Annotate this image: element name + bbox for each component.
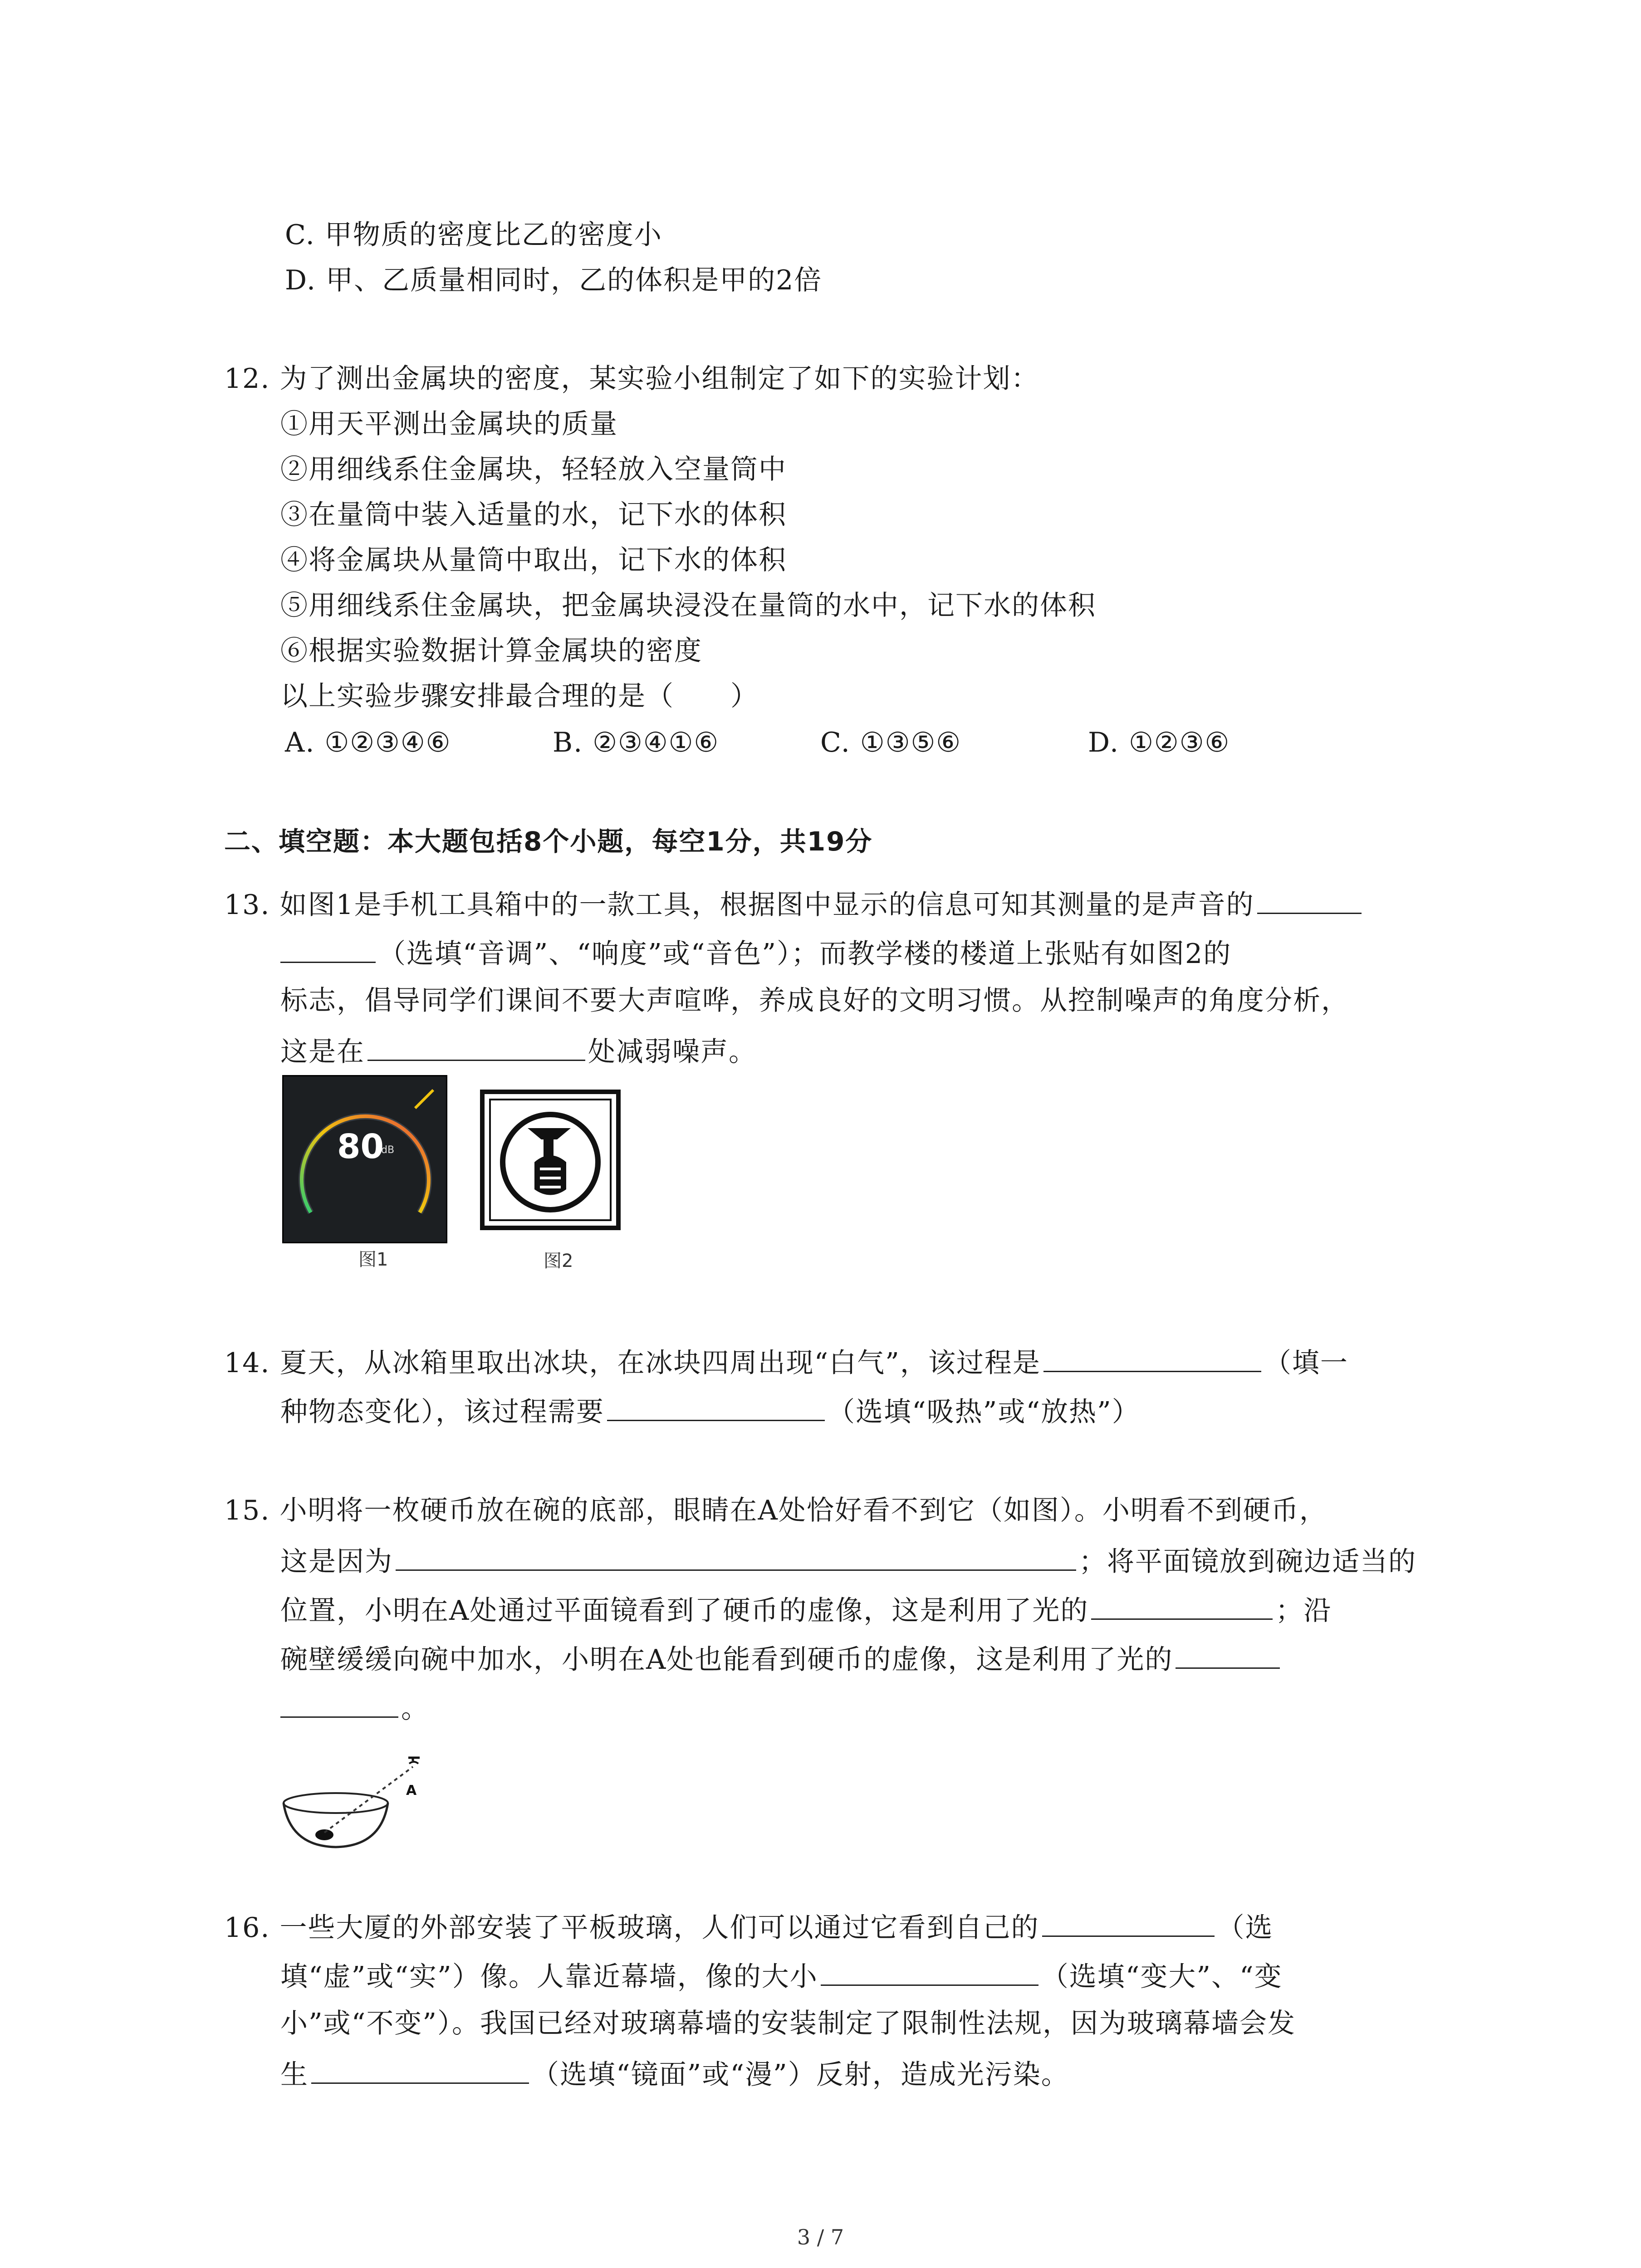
figure-1-caption: 图1 — [358, 1249, 388, 1270]
q13-line-4 — [280, 1031, 757, 1070]
bowl-coin-figure — [277, 1737, 431, 1851]
page-number: 3 / 7 — [797, 2225, 844, 2249]
q13-text-1: 13. 如图1是手机工具箱中的一款工具，根据图中显示的信息可知其测量的是声音的 — [224, 889, 1254, 921]
q15-line-1: 15. 小明将一枚硬币放在碗的底部，眼睛在A处恰好看不到它（如图）。小明看不到硬币， — [224, 1495, 1327, 1526]
q15-text-3b: ；沿 — [1275, 1595, 1332, 1627]
q15-blank-2[interactable] — [1091, 1590, 1273, 1620]
q15-blank-3a[interactable] — [1176, 1639, 1280, 1669]
q16-text-4a: 生 — [280, 2059, 309, 2091]
section-2-heading: 二、填空题：本大题包括8个小题，每空1分，共19分 — [224, 826, 873, 857]
q11-option-c: C. 甲物质的密度比乙的密度小 — [285, 219, 662, 251]
q13-text-2: （选填“音调”、“响度”或“音色”）；而教学楼的楼道上张贴有如图2的 — [378, 938, 1232, 970]
q12-step-2: ②用细线系住金属块，轻轻放入空量筒中 — [280, 454, 787, 485]
q13-line-3: 标志，倡导同学们课间不要大声喧哗，养成良好的文明习惯。从控制噪声的角度分析， — [280, 985, 1349, 1017]
q15-line-4 — [280, 1639, 1283, 1678]
q16-line-1 — [224, 1907, 1274, 1946]
sound-meter-unit: dB — [381, 1144, 395, 1156]
q12-step-1: ①用天平测出金属块的质量 — [280, 408, 618, 440]
q13-line-2 — [280, 934, 1231, 972]
sound-meter-reading: 80 — [337, 1127, 384, 1166]
q13-text-4a: 这是在 — [280, 1036, 365, 1068]
q12-stem: 12. 为了测出金属块的密度，某实验小组制定了如下的实验计划： — [224, 363, 1039, 395]
q16-text-1b: （选 — [1217, 1912, 1274, 1944]
q12-step-3: ③在量筒中装入适量的水，记下水的体积 — [280, 499, 787, 531]
q14-text-1b: （填一 — [1264, 1347, 1348, 1379]
q13-text-4b: 处减弱噪声。 — [588, 1036, 757, 1068]
q13-blank-1a[interactable] — [1257, 885, 1362, 914]
q12-option-a: A. ①②③④⑥ — [285, 727, 451, 758]
q16-blank-1[interactable] — [1042, 1907, 1215, 1937]
q15-text-4: 碗壁缓缓向碗中加水，小明在A处也能看到硬币的虚像，这是利用了光的 — [280, 1644, 1173, 1676]
q13-line-1 — [224, 885, 1364, 923]
q15-text-2a: 这是因为 — [280, 1546, 393, 1578]
q15-text-5: 。 — [401, 1693, 429, 1725]
q12-option-b: B. ②③④①⑥ — [553, 727, 720, 758]
q12-ask: 以上实验步骤安排最合理的是（ ） — [280, 680, 759, 712]
q14-text-2a: 种物态变化），该过程需要 — [280, 1396, 604, 1428]
q15-line-2 — [280, 1541, 1416, 1580]
q14-line-2 — [280, 1392, 1140, 1430]
q14-blank-1[interactable] — [1043, 1343, 1261, 1372]
q11-option-d: D. 甲、乙质量相同时，乙的体积是甲的2倍 — [285, 264, 823, 296]
q16-line-2 — [280, 1956, 1283, 1995]
q13-blank-2[interactable] — [367, 1031, 585, 1061]
q16-blank-2[interactable] — [821, 1956, 1038, 1986]
q16-text-4b: （选填“镜面”或“漫”）反射，造成光污染。 — [532, 2059, 1069, 2091]
q15-text-2b: ；将平面镜放到碗边适当的 — [1079, 1546, 1416, 1578]
q15-blank-1[interactable] — [396, 1541, 1076, 1571]
figure-2-caption: 图2 — [544, 1251, 573, 1271]
q16-text-2a: 填“虚”或“实”）像。人靠近幕墙，像的大小 — [280, 1961, 818, 1993]
q12-step-5: ⑤用细线系住金属块，把金属块浸没在量筒的水中，记下水的体积 — [280, 590, 1096, 621]
q12-option-d: D. ①②③⑥ — [1088, 727, 1230, 758]
q14-line-1 — [224, 1343, 1348, 1381]
q14-text-1a: 14. 夏天，从冰箱里取出冰块，在冰块四周出现“白气”，该过程是 — [224, 1347, 1041, 1379]
q16-text-2b: （选填“变大”、“变 — [1041, 1961, 1283, 1993]
q16-line-3: 小”或“不变”）。我国已经对玻璃幕墙的安装制定了限制性法规，因为玻璃幕墙会发 — [280, 2008, 1296, 2039]
q13-blank-1b[interactable] — [280, 934, 376, 963]
bowl-figure-label-a: A — [406, 1783, 417, 1799]
quiet-sign-icon — [485, 1094, 616, 1226]
q15-text-3a: 位置，小明在A处通过平面镜看到了硬币的虚像，这是利用了光的 — [280, 1595, 1089, 1627]
q15-blank-3b[interactable] — [280, 1688, 398, 1718]
q16-line-4 — [280, 2054, 1069, 2093]
q15-line-3 — [280, 1590, 1332, 1629]
q15-line-5 — [280, 1688, 429, 1727]
q12-option-c: C. ①③⑤⑥ — [820, 727, 962, 758]
q14-blank-2[interactable] — [607, 1392, 825, 1421]
sound-meter-figure — [282, 1075, 447, 1243]
q14-text-2b: （选填“吸热”或“放热”） — [828, 1396, 1140, 1428]
q12-step-6: ⑥根据实验数据计算金属块的密度 — [280, 635, 702, 667]
q16-text-1a: 16. 一些大厦的外部安装了平板玻璃，人们可以通过它看到自己的 — [224, 1912, 1039, 1944]
q12-step-4: ④将金属块从量筒中取出，记下水的体积 — [280, 544, 787, 576]
q16-blank-3[interactable] — [311, 2054, 529, 2084]
quiet-sign-figure — [480, 1090, 621, 1230]
